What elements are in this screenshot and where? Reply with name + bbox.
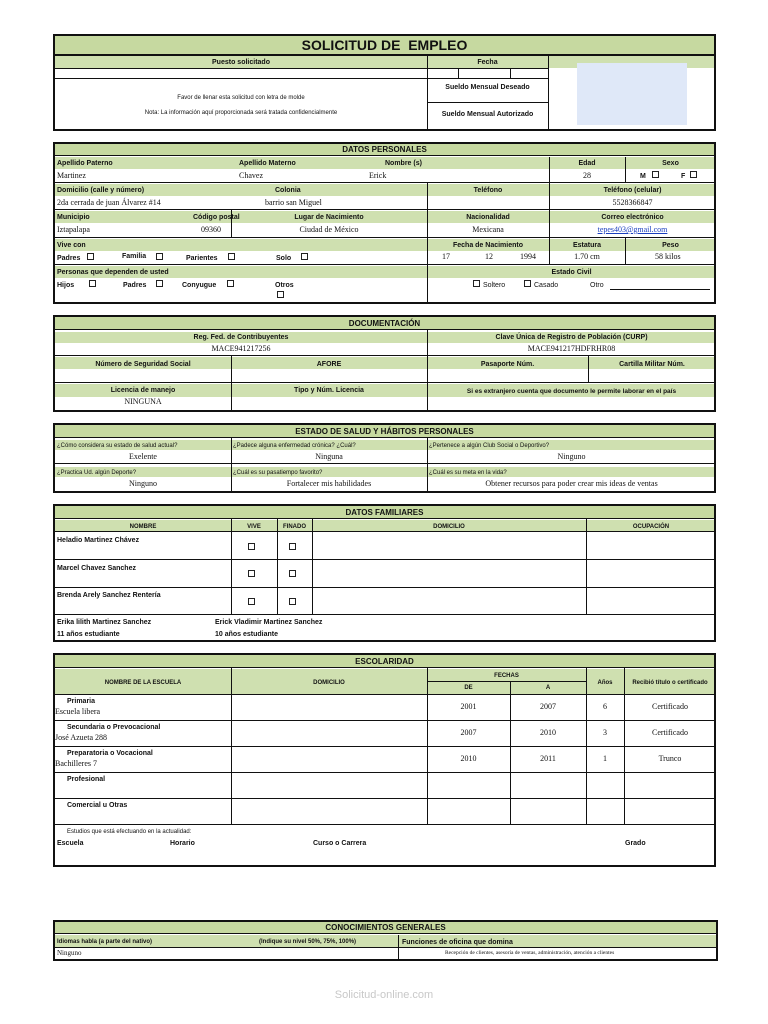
lugar-nac-label: Lugar de Nacimiento: [294, 214, 364, 221]
domicilio-label: Domicilio (calle y número): [57, 187, 145, 194]
escolaridad-anios[interactable]: 6: [603, 702, 607, 711]
padres-dep-checkbox[interactable]: [156, 280, 163, 287]
escolaridad-anios[interactable]: 1: [603, 754, 607, 763]
salud-q3: ¿Pertenece a algún Club Social o Deportivo?: [429, 443, 550, 449]
funciones-label: Funciones de oficina que domina: [402, 939, 513, 946]
sexo-f-label: F: [681, 173, 686, 180]
cartilla-label: Cartilla Militar Núm.: [619, 361, 685, 368]
estatura-value[interactable]: 1.70 cm: [574, 252, 600, 261]
telefono-label: Teléfono: [473, 187, 503, 194]
curp-value[interactable]: MACE941217HDFRHR08: [527, 344, 616, 353]
estatura-label: Estatura: [572, 242, 601, 249]
escolaridad-escuela[interactable]: Bachilleres 7: [55, 759, 97, 768]
col-anios: Años: [597, 680, 613, 686]
soltero-label: Soltero: [483, 282, 506, 289]
escolaridad-section: [53, 653, 716, 867]
horario-label: Horario: [170, 840, 195, 847]
dependen-label: Personas que dependen de usted: [57, 269, 169, 276]
domicilio-value[interactable]: 2da cerrada de juan Álvarez #14: [57, 198, 161, 207]
sexo-m-checkbox[interactable]: [652, 171, 659, 178]
salud-a2[interactable]: Ninguna: [315, 452, 343, 461]
otros-checkbox[interactable]: [277, 291, 284, 298]
escolaridad-nivel: Profesional: [67, 776, 106, 783]
casado-label: Casado: [534, 282, 559, 289]
hijos-label: Hijos: [57, 282, 75, 289]
salud-q6: ¿Cuál es su meta en la vida?: [429, 470, 507, 476]
vive-checkbox-1[interactable]: [248, 543, 255, 550]
escolaridad-a[interactable]: 2007: [540, 702, 556, 711]
sueldo-deseado-label: Sueldo Mensual Deseado: [445, 84, 530, 91]
municipio-value[interactable]: Iztapalapa: [57, 225, 90, 234]
nacionalidad-value[interactable]: Mexicana: [472, 225, 504, 234]
salud-a6[interactable]: Obtener recursos para poder crear mis ideas de ventas: [485, 479, 658, 488]
colonia-label: Colonia: [275, 187, 301, 194]
col-a: A: [545, 685, 551, 691]
rfc-value[interactable]: MACE941217256: [211, 344, 271, 353]
top-section: [53, 54, 716, 131]
escolaridad-nivel: Comercial u Otras: [67, 802, 128, 809]
licencia-value[interactable]: NINGUNA: [124, 397, 162, 406]
escolaridad-a[interactable]: 2011: [540, 754, 556, 763]
escolaridad-de[interactable]: 2001: [460, 702, 477, 711]
documentacion-section: [53, 315, 716, 412]
colonia-value[interactable]: barrio san Miguel: [265, 198, 322, 207]
col-vive: VIVE: [247, 524, 261, 530]
rfc-label: Reg. Fed. de Contribuyentes: [193, 334, 289, 341]
escolaridad-nivel: Secundaria o Prevocacional: [67, 724, 161, 731]
nacionalidad-label: Nacionalidad: [466, 214, 510, 221]
form-title: SOLICITUD DE EMPLEO: [301, 37, 468, 53]
telefono-cel-label: Teléfono (celular): [603, 187, 662, 194]
col-de: DE: [464, 685, 473, 691]
vive-checkbox-2[interactable]: [248, 570, 255, 577]
casado-checkbox[interactable]: [524, 280, 531, 287]
licencia-label: Licencia de manejo: [110, 387, 176, 394]
familiares-section: [53, 504, 716, 642]
familia-checkbox[interactable]: [156, 253, 163, 260]
datos-personales-section: [53, 142, 716, 304]
col-fechas: FECHAS: [494, 673, 519, 679]
escolaridad-a[interactable]: 2010: [540, 728, 556, 737]
idiomas-value[interactable]: Ninguno: [57, 949, 82, 957]
padres-checkbox[interactable]: [87, 253, 94, 260]
salud-header: ESTADO DE SALUD Y HÁBITOS PERSONALES: [55, 425, 714, 438]
afore-label: AFORE: [316, 361, 342, 368]
familiar-row-name: Brenda Arely Sanchez Rentería: [57, 592, 161, 599]
fecha-nac-label: Fecha de Nacimiento: [452, 242, 524, 249]
cp-label: Código postal: [193, 214, 240, 221]
familiar-extra-info-1: 11 años estudiante: [57, 631, 120, 638]
finado-checkbox-2[interactable]: [289, 570, 296, 577]
form-title-bar: [53, 34, 716, 56]
padres-label: Padres: [57, 255, 81, 262]
salud-q4: ¿Practica Ud. algún Deporte?: [57, 470, 137, 476]
curso-label: Curso o Carrera: [313, 840, 367, 847]
escolaridad-titulo[interactable]: Certificado: [652, 702, 688, 711]
escolaridad-de[interactable]: 2007: [460, 728, 477, 737]
vive-con-label: Vive con: [57, 242, 86, 249]
conyugue-label: Conyugue: [182, 282, 217, 289]
familia-label: Familia: [122, 253, 147, 260]
conocimientos-header: CONOCIMIENTOS GENERALES: [55, 922, 716, 934]
col-escuela: NOMBRE DE LA ESCUELA: [104, 680, 182, 686]
parientes-checkbox[interactable]: [228, 253, 235, 260]
salud-q1: ¿Cómo considera su estado de salud actual?: [57, 443, 178, 449]
salud-a5[interactable]: Fortalecer mis habilidades: [286, 479, 372, 488]
edad-label: Edad: [578, 160, 596, 167]
solo-checkbox[interactable]: [301, 253, 308, 260]
municipio-label: Municipio: [57, 214, 90, 221]
curp-label: Clave Única de Registro de Población (CURP): [495, 334, 648, 341]
documentacion-header: DOCUMENTACIÓN: [55, 317, 714, 330]
conyugue-checkbox[interactable]: [227, 280, 234, 287]
finado-checkbox-1[interactable]: [289, 543, 296, 550]
correo-link[interactable]: tepes403@gmail.com: [597, 225, 668, 234]
col-esc-domicilio: DOMICILIO: [313, 680, 345, 686]
salud-q5: ¿Cuál es su pasatiempo favorito?: [233, 470, 323, 476]
nss-label: Número de Seguridad Social: [95, 361, 191, 368]
escuela-actual-label: Escuela: [57, 840, 84, 847]
datos-personales-header: DATOS PERSONALES: [55, 144, 714, 156]
fecha-nac-mes[interactable]: 12: [485, 252, 493, 261]
sexo-m-label: M: [640, 173, 646, 180]
sexo-label: Sexo: [662, 160, 679, 167]
escolaridad-titulo[interactable]: Certificado: [652, 728, 688, 737]
edad-value[interactable]: 28: [583, 171, 591, 180]
otro-label: Otro: [590, 282, 604, 289]
funciones-value[interactable]: Recepción de clientes, asesoría de ventas, administración, atención a clientes: [445, 950, 615, 956]
apellido-paterno-value[interactable]: Martinez: [57, 171, 86, 180]
telefono-cel-value[interactable]: 5528366847: [612, 198, 653, 207]
hijos-checkbox[interactable]: [89, 280, 96, 287]
photo-box[interactable]: [577, 63, 687, 125]
otros-label: Otros: [275, 282, 294, 289]
correo-label: Correo electrónico: [601, 214, 664, 221]
col-ocupacion: OCUPACIÓN: [632, 524, 670, 530]
apellido-materno-value[interactable]: Chavez: [239, 171, 263, 180]
escolaridad-titulo[interactable]: Trunco: [658, 754, 682, 763]
salud-q2: ¿Padece alguna enfermedad crónica? ¿Cuál?: [233, 443, 356, 449]
fecha-nac-anio[interactable]: 1994: [520, 252, 536, 261]
padres-dep-label: Padres: [123, 282, 147, 289]
familiar-extra-name-2: Erick Vladimir Martinez Sanchez: [215, 619, 323, 626]
escolaridad-de[interactable]: 2010: [460, 754, 477, 763]
finado-checkbox-3[interactable]: [289, 598, 296, 605]
nivel-label: (Indique su nivel 50%, 75%, 100%): [259, 939, 357, 945]
footer-watermark: Solicitud-online.com: [334, 989, 434, 1001]
escolaridad-escuela[interactable]: José Azueta 288: [55, 733, 107, 742]
idiomas-label: Idiomas habla (a parte del nativo): [57, 939, 153, 945]
parientes-label: Parientes: [186, 255, 218, 262]
familiar-extra-info-2: 10 años estudiante: [215, 631, 279, 638]
col-finado: FINADO: [283, 524, 306, 530]
familiar-row-name: Marcel Chavez Sanchez: [57, 565, 136, 572]
solo-label: Solo: [276, 255, 292, 262]
nombre-label: Nombre (s): [385, 160, 422, 167]
familiar-extra-name-1: Erika lilith Martinez Sanchez: [57, 619, 152, 626]
col-nombre: NOMBRE: [129, 524, 157, 530]
pasaporte-label: Pasaporte Núm.: [480, 361, 535, 368]
salud-a1[interactable]: Exelente: [129, 452, 157, 461]
escolaridad-anios[interactable]: 3: [603, 728, 607, 737]
salud-section: [53, 423, 716, 493]
conocimientos-section: [53, 920, 718, 961]
fecha-nac-dia[interactable]: 17: [442, 252, 450, 261]
lugar-nac-value[interactable]: Ciudad de México: [299, 225, 359, 234]
estado-civil-label: Estado Civil: [551, 269, 592, 276]
escolaridad-header: ESCOLARIDAD: [55, 655, 714, 668]
familiares-header: DATOS FAMILIARES: [55, 506, 714, 519]
soltero-checkbox[interactable]: [473, 280, 480, 287]
tipo-licencia-label: Tipo y Núm. Licencia: [294, 387, 364, 394]
col-domicilio: DOMICILIO: [433, 524, 465, 530]
familiar-row-name: Heladio Martinez Chávez: [57, 537, 140, 544]
puesto-label: Puesto solicitado: [212, 59, 270, 66]
fecha-label: Fecha: [477, 59, 498, 66]
grado-label: Grado: [625, 840, 646, 847]
sueldo-autorizado-label: Sueldo Mensual Autorizado: [441, 111, 534, 118]
instruction-text: Favor de llenar esta solicitud con letra de molde: [177, 95, 305, 101]
vive-checkbox-3[interactable]: [248, 598, 255, 605]
confidential-note: Nota: La información aquí proporcionada será tratada confidencialmente: [144, 110, 338, 116]
apellido-paterno-label: Apellido Paterno: [57, 160, 113, 167]
cp-value[interactable]: 09360: [201, 225, 221, 234]
otro-line[interactable]: [610, 289, 710, 290]
peso-value[interactable]: 58 kilos: [655, 252, 681, 261]
estudios-actual-label: Estudios que está efectuando en la actualidad:: [67, 829, 192, 835]
salud-a4[interactable]: Ninguno: [129, 479, 157, 488]
col-titulo: Recibió título o certificado: [632, 680, 708, 686]
apellido-materno-label: Apellido Materno: [239, 160, 296, 167]
escolaridad-escuela[interactable]: Escuela libera: [55, 707, 101, 716]
nombre-value[interactable]: Erick: [369, 171, 387, 180]
sexo-f-checkbox[interactable]: [690, 171, 697, 178]
salud-a3[interactable]: Ninguno: [557, 452, 586, 461]
peso-label: Peso: [662, 242, 679, 249]
extranjero-label: Si es extranjero cuenta que documento le permite laborar en el país: [466, 388, 677, 395]
escolaridad-nivel: Primaria: [67, 698, 96, 705]
escolaridad-nivel: Preparatoria o Vocacional: [67, 750, 153, 757]
